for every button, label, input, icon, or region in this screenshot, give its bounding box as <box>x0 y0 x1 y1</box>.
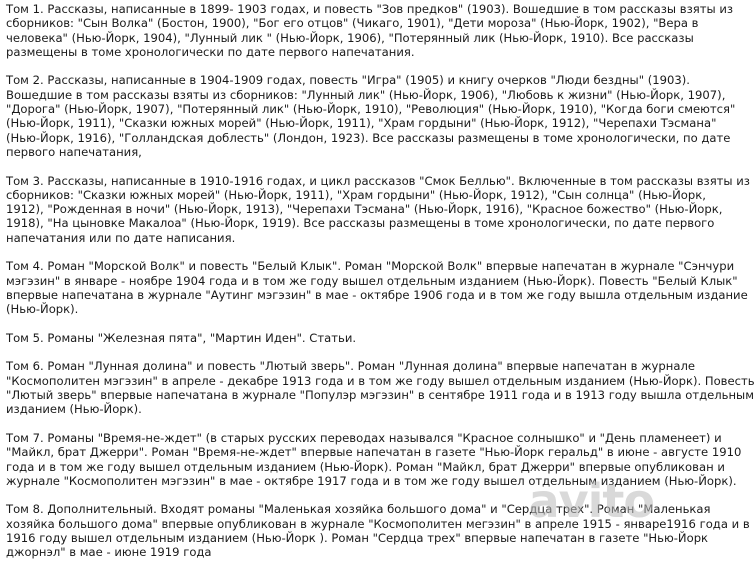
volume-paragraph <box>6 430 742 488</box>
text-line: размещены в томе хронологически по дате первого напечатания. <box>6 44 415 59</box>
text-line: (Нью-Йорк). <box>6 302 79 317</box>
text-line: впервые напечатана в журнале "Аутинг мэгэзин" в мае - октябре 1906 года и в том же году вышла отдельным издание <box>6 287 748 302</box>
volume-paragraph <box>6 259 748 317</box>
text-line: сборников: "Сказки южных морей" (Нью-Йорк, 1911), "Храм гордыни" (Нью-Йорк, 1912), "Сын солнца" (Нью-Йорк, <box>6 187 706 202</box>
text-line: Том 2. Рассказы, написанные в 1904-1909 годах, повесть "Игра" (1905) и книгу очерков "Люди бездны" (1903). <box>6 73 690 88</box>
text-line: "Майкл, брат Джерри". Роман "Время-не-ждет" впервые напечатан в газете "Нью-Йорк геральд" в июне - августе 1910 <box>6 445 742 460</box>
text-line: Том 1. Рассказы, написанные в 1899- 1903 годах, и повесть "Зов предков" (1903). Вошедшие в том рассказы взяты из <box>6 2 734 16</box>
volume-paragraph <box>6 359 755 417</box>
text-line: Том 5. Романы "Железная пята", "Мартин Иден". Статьи. <box>6 330 357 345</box>
text-line: 1916 году вышел отдельным изданием (Нью-Йорк ). Роман "Сердца трех" впервые напечатан в газете "Нью-Йорк <box>6 530 709 545</box>
text-line: первого напечатания, <box>6 144 142 159</box>
text-line: (Нью-Йорк, 1916), "Голландская доблесть" (Лондон, 1923). Все рассказы размещены в томе хронологически, по дате <box>6 130 731 145</box>
text-line: (Нью-Йорк, 1911), "Сказки южных морей" (Нью-Йорк, 1911), "Храм гордыни" (Нью-Йорк, 1912), "Черепахи Тэсмана" <box>6 116 717 131</box>
text-line: человека" (Нью-Йорк, 1904), "Лунный лик " (Нью-Йорк, 1906), "Потерянный лик (Нью-Йорк, 1910). Все рассказы <box>6 30 694 45</box>
text-line: Вошедшие в том рассказы взяты из сборников: "Лунный лик" (Нью-Йорк, 1906), "Любовь к жизни" (Нью-Йорк, 1907), <box>6 87 726 102</box>
volume-paragraph <box>6 173 750 245</box>
text-line: 1912), "Рожденная в ночи" (Нью-Йорк, 1913), "Черепахи Тэсмана" (Нью-Йорк, 1916), "Красное божество" (Нью-Йорк, <box>6 202 723 217</box>
volume-paragraph <box>6 331 660 345</box>
volume-paragraph <box>6 2 734 59</box>
text-line: "Дорога" (Нью-Йорк, 1907), "Потерянный лик" (Нью-Йорк, 1910), "Революция" (Нью-Йорк, 1910), "Когда боги смеются" <box>6 102 736 117</box>
text-line: мэгэзин" в январе - ноябре 1904 года и в том же году вышел отдельным изданием (Нью-Йорк). Повесть "Белый Клык" <box>6 273 738 288</box>
text-line: Том 6. Роман "Лунная долина" и повесть "Лютый зверь". Роман "Лунная долина" впервые напечатан в журнале <box>6 359 696 374</box>
avito-watermark: avito <box>528 474 654 528</box>
text-line: джорнэл" в мае - июне 1919 года <box>6 545 212 560</box>
text-line: напечатания или по дате написания. <box>6 230 236 245</box>
text-line: хозяйка большого дома" впервые опубликован в журнале "Космополитен мегэзин" в апреле 1915 - январе1916 года и в <box>6 516 750 531</box>
text-line: 1918), "На цыновке Макалоа" (Нью-Йорк, 1919). Все рассказы размещены в томе хронологически, по дате первого <box>6 216 715 231</box>
text-line: "Лютый зверь" впервые напечатана в журнале "Популэр мэгэзин" в сентябре 1911 года и в 1913 году вышла отдельным <box>6 388 754 403</box>
text-line: Том 3. Рассказы, написанные в 1910-1916 годах, и цикл рассказов "Смок Беллью". Включенные в том рассказы взяты из <box>6 173 750 188</box>
text-line: Том 4. Роман "Морской Волк" и повесть "Белый Клык". Роман "Морской Волк" впервые напечатан в журнале "Сэнчури <box>6 259 735 274</box>
text-line: Том 8. Дополнительный. Входят романы "Маленькая хозяйка большого дома" и "Сердца трех". Роман "Маленькая <box>6 502 711 517</box>
volume-paragraph <box>6 73 736 159</box>
volume-paragraph <box>6 502 750 560</box>
text-line: журнале "Космополитен мэгэзин" в мае - октябре 1917 года и в том же году вышел отдельным изданием (Нью-Йорк). <box>6 473 737 488</box>
text-line: года и в том же году вышел отдельным изданием (Нью-Йорк). Роман "Майкл, брат Джерри" впервые опубликован и <box>6 459 725 474</box>
text-line: изданием (Нью-Йорк). <box>6 402 142 417</box>
text-line: сборников: "Сын Волка" (Бостон, 1900), "Бог его отцов" (Чикаго, 1901), "Дети мороза" (Нью-Йорк, 1902), "Вера в <box>6 16 699 31</box>
text-line: "Космополитен мэгэзин" в апреле - декабре 1913 года и в том же году вышел отдельным изданием (Нью-Йорк). Повесть <box>6 373 755 388</box>
text-line: Том 7. Романы "Время-не-ждет" (в старых русских переводах назывался "Красное солнышко" и "День пламенеет) и <box>6 430 722 445</box>
